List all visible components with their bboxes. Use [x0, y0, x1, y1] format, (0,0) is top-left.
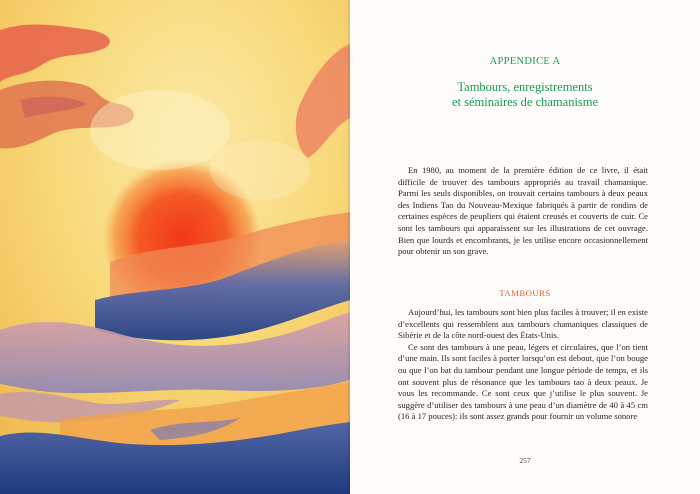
intro-text [398, 165, 648, 258]
appendix-label: APPENDICE A [489, 56, 561, 67]
chapter-title-line-1: Tambours, enregistrements [457, 80, 593, 94]
page-number: 257 [519, 456, 531, 465]
paragraph: En 1980, au moment de la première édition de ce livre, il était difficile de trouver des tambours appropriés au travail chamanique. Parmi les seuls disponibles, on trouvait certains tambours à deux peaux des Indiens Tao du Nouveau-Mexique fabriqués à partir de rondins de certaines espèces de peupliers qui étaient creusés et couverts de cuir. Ce sont les tambours qui apparaissent sur les illustrations de cet ouvrage. Bien que lourds et encombrants, je les utilise encore occasionnellement pour obtenir un son grave. [398, 165, 648, 257]
paragraph: Ce sont des tambours à une peau, légers et circulaires, que l’on tient d’une main. Ils sont faciles à porter lorsqu’on est debout, que l’on bouge ou que l’on bat du tambour pendant une longue période de temps, et ils ont souvent plus de résonance que les tambours tao à deux peaux. Je vous les recommande. Ce sont ceux que j’utilise le plus souvent. Je suggère d’utiliser des tambours à une peau d’un diamètre de 40 à 45 cm (16 à 17 pouces): ils sont assez grands pour fournir un volume sonore [398, 341, 648, 422]
paragraph: Aujourd’hui, les tambours sont bien plus faciles à trouver; il en existe d’excellents qui ressemblent aux tambours chamaniques classiques de Sibérie et de la côte nord-ouest des États-Unis. [398, 307, 648, 341]
chapter-title-line-2: et séminaires de chamanisme [451, 95, 599, 109]
section-text [398, 307, 648, 423]
section-heading: TAMBOURS [499, 288, 551, 298]
text-page [350, 0, 700, 494]
chapter-title [350, 80, 700, 110]
